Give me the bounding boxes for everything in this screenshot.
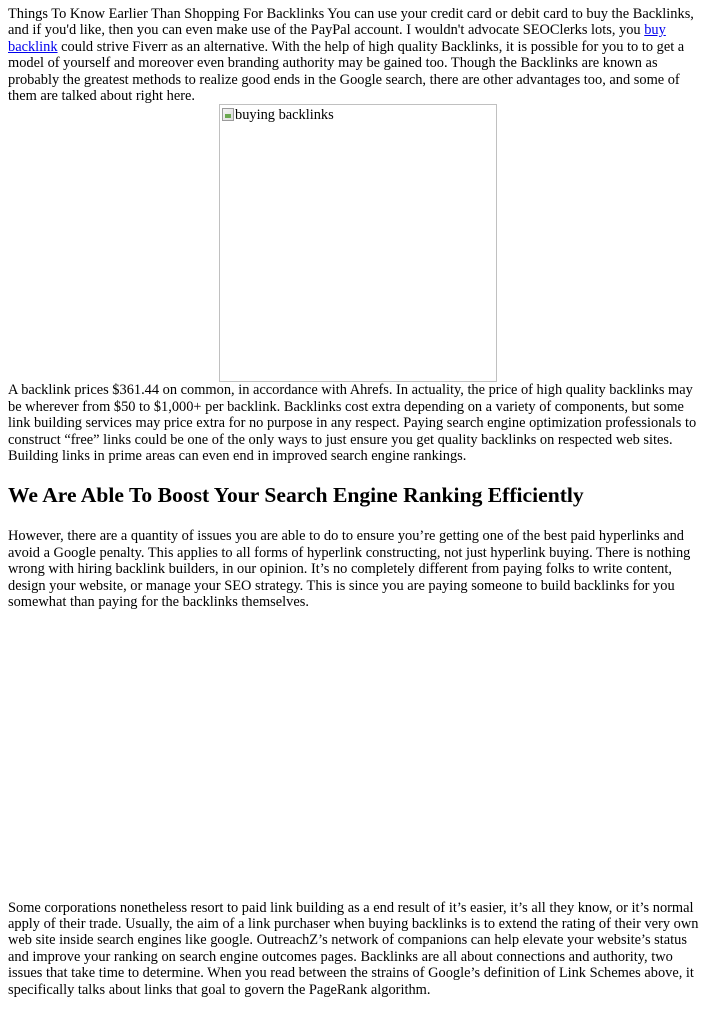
- paid-link-building-paragraph: Some corporations nonetheless resort to paid link building as a end result of it’s easier, it’s all they know, or it’s normal apply of their trade. Usually, the aim of a link purchaser when buying backlinks is to extend the rating of their very own web site inside search engines like google. OutreachZ’s network of companions can help elevate your website’s status and improve your ranking on search engine outcomes pages. Backlinks are all about connections and authority, two issues that take time to determine. When you read between the strains of Google’s definition of Link Schemes above, it specifically talks about links that goal to govern the PageRank algorithm.: [8, 899, 699, 998]
- buy-backlink-link[interactable]: buy backlink: [8, 22, 666, 55]
- figure: [8, 104, 708, 382]
- section-heading: We Are Able To Boost Your Search Engine Ranking Efficiently: [8, 483, 584, 508]
- intro-text-start: Things To Know Earlier Than Shopping For Backlinks You can use your credit card or debit card to buy the Backlinks, and if you'd like, then you can even make use of the PayPal account. I wouldn't advocate SEOClerks lots, you: [8, 6, 694, 39]
- intro-paragraph: [8, 6, 708, 104]
- blank-space: [8, 611, 708, 900]
- broken-image-icon: [222, 108, 234, 121]
- paid-hyperlinks-paragraph: However, there are a quantity of issues you are able to do to ensure you’re getting one of the best paid hyperlinks and avoid a Google penalty. This applies to all forms of hyperlink constructing, not just hyperlink buying. There is nothing wrong with hiring backlink builders, in our opinion. It’s no completely different from paying folks to write content, design your website, or manage your SEO strategy. This is since you are paying someone to build backlinks for you somewhat than paying for the backlinks themselves.: [8, 528, 691, 611]
- intro-text-end: could strive Fiverr as an alternative. With the help of high quality Backlinks, it is possible for you to to get a model of yourself and moreover even branding authority may be gained too. Though the Backlinks are known as probably the greatest methods to realize good ends in the Google search, there are other advantages too, and some of them are talked about right here.: [8, 38, 685, 105]
- article-body: [8, 6, 708, 998]
- backlink-prices-paragraph: A backlink prices $361.44 on common, in accordance with Ahrefs. In actuality, the price of high quality backlinks may be wherever from $50 to $1,000+ per backlink. Backlinks cost extra depending on a variety of components, but some link building services may price extra for no purpose in any respect. Paying search engine optimization professionals to construct “free” links could be one of the only ways to just ensure you get quality backlinks on respected web sites. Building links in prime areas can even end in improved search engine rankings.: [8, 382, 697, 465]
- buying-backlinks-image: [219, 104, 497, 382]
- image-alt-text: buying backlinks: [235, 107, 334, 124]
